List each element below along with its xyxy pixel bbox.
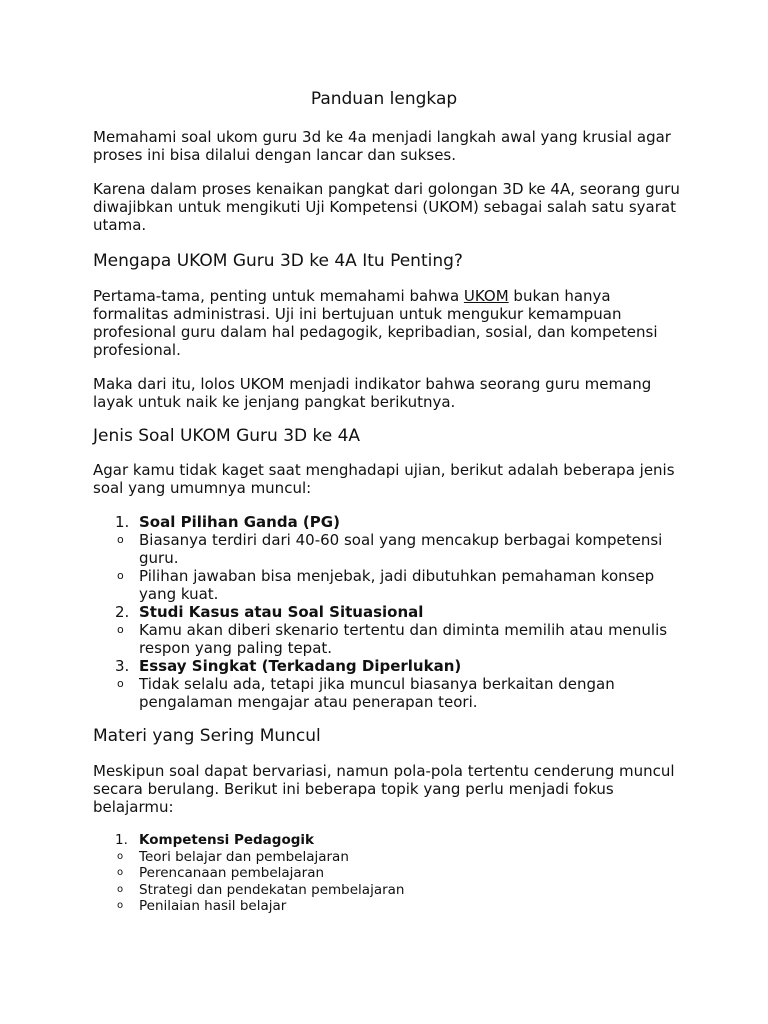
list-item: [93, 603, 683, 657]
common-material-list: [93, 832, 683, 915]
bullet-icon: o: [117, 533, 124, 546]
list-item: [93, 513, 683, 603]
bullet-icon: o: [117, 569, 124, 582]
list-item: [93, 657, 683, 711]
list-item-title: Kompetensi Pedagogik: [139, 832, 314, 848]
sub-list-item: o Tidak selalu ada, tetapi jika muncul biasanya berkaitan dengan pengalaman mengajar atau penerapan teori.: [117, 675, 615, 711]
question-types-intro: Agar kamu tidak kaget saat menghadapi ujian, berikut adalah beberapa jenis soal yang umumnya muncul:: [93, 461, 675, 497]
sub-list-item: o Penilaian hasil belajar: [117, 898, 287, 914]
bullet-icon: o: [117, 850, 124, 862]
list-item-title: Soal Pilihan Ganda (PG): [139, 513, 340, 531]
sub-list-item: o Kamu akan diberi skenario tertentu dan diminta memilih atau menulis respon yang paling tepat.: [117, 621, 668, 657]
importance-paragraph-2: Maka dari itu, lolos UKOM menjadi indikator bahwa seorang guru memang layak untuk naik ke jenjang pangkat berikutnya.: [93, 375, 652, 411]
sub-list-item: o Teori belajar dan pembelajaran: [117, 848, 349, 865]
sub-list-item: o Pilihan jawaban bisa menjebak, jadi dibutuhkan pemahaman konsep yang kuat.: [117, 567, 655, 603]
bullet-icon: o: [117, 623, 124, 636]
section-heading-common-material: Materi yang Sering Muncul: [93, 726, 321, 746]
importance-paragraph-1: [93, 287, 683, 359]
bullet-icon: o: [117, 883, 124, 895]
list-number: 1.: [115, 513, 130, 531]
intro-paragraph-2: Karena dalam proses kenaikan pangkat dari golongan 3D ke 4A, seorang guru diwajibkan untuk mengikuti Uji Kompetensi (UKOM) sebagai salah satu syarat utama.: [93, 180, 680, 234]
section-heading-importance: Mengapa UKOM Guru 3D ke 4A Itu Penting?: [93, 251, 463, 271]
list-item: [93, 832, 683, 915]
list-number: 1.: [115, 832, 128, 848]
common-material-intro: Meskipun soal dapat bervariasi, namun pola-pola tertentu cenderung muncul secara berulang. Berikut ini beberapa topik yang perlu menjadi fokus belajarmu:: [93, 762, 675, 816]
bullet-icon: o: [117, 677, 124, 690]
sub-list: [93, 621, 683, 657]
importance-text-after: bukan hanya formalitas administrasi. Uji ini bertujuan untuk mengukur kemampuan profesional guru dalam hal pedagogik, kepribadian, sosial, dan kompetensi profesional.: [93, 287, 658, 359]
sub-list-item: o Strategi dan pendekatan pembelajaran: [117, 881, 405, 898]
sub-list: [93, 531, 683, 603]
section-heading-question-types: Jenis Soal UKOM Guru 3D ke 4A: [93, 426, 361, 446]
question-types-list: [93, 513, 683, 711]
document-title: Panduan lengkap: [310, 89, 458, 109]
importance-text-before: Pertama-tama, penting untuk memahami bahwa: [93, 287, 464, 305]
bullet-icon: o: [117, 900, 124, 911]
ukom-link[interactable]: UKOM: [463, 287, 509, 305]
intro-paragraph-1: Memahami soal ukom guru 3d ke 4a menjadi langkah awal yang krusial agar proses ini bisa dilalui dengan lancar dan sukses.: [93, 128, 671, 164]
list-number: 2.: [115, 603, 130, 621]
list-item-title: Studi Kasus atau Soal Situasional: [139, 603, 424, 621]
bullet-icon: o: [117, 867, 124, 878]
sub-list-item: o Perencanaan pembelajaran: [117, 865, 325, 881]
sub-list: [93, 849, 683, 915]
list-item-title: Essay Singkat (Terkadang Diperlukan): [139, 657, 462, 675]
document-body: [93, 128, 683, 915]
sub-list: [93, 675, 683, 711]
list-number: 3.: [115, 657, 130, 675]
sub-list-item: o Biasanya terdiri dari 40-60 soal yang mencakup berbagai kompetensi guru.: [117, 531, 663, 567]
